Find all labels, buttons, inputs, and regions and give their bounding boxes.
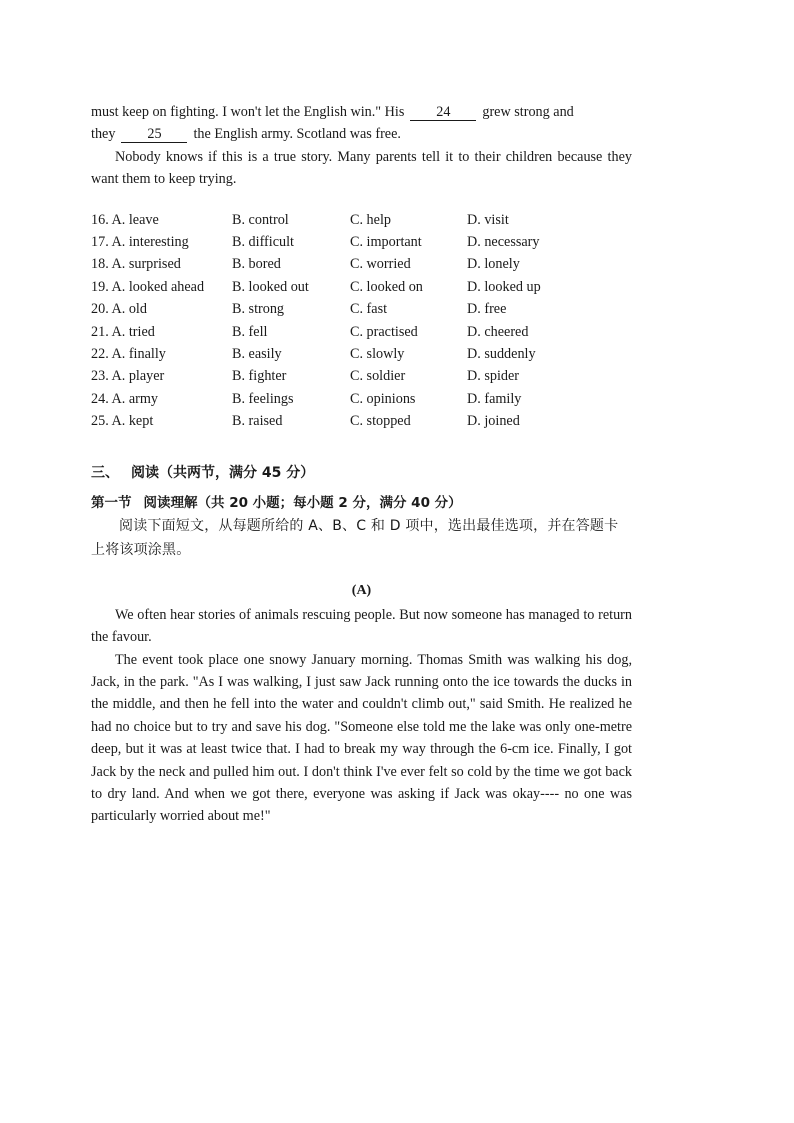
option-d: D. family: [467, 390, 522, 407]
section-heading: [91, 462, 632, 484]
option-d: D. necessary: [467, 234, 540, 251]
option-d: D. lonely: [467, 256, 520, 273]
instruction-text: 阅读下面短文，从每题所给的 A、B、C 和 D 项中，选出最佳选项，并在答题卡上将该项涂黑。: [91, 517, 619, 558]
option-a: 21. A. tried: [91, 323, 155, 340]
section-title: 阅读（共两节，满分 45 分）: [131, 464, 315, 481]
cloze-text: grew strong and: [482, 104, 574, 120]
cloze-text: they: [91, 126, 116, 143]
option-b: B. control: [232, 211, 289, 228]
passage-paragraph: We often hear stories of animals rescuing people. But now someone has managed to return the favour.: [91, 606, 632, 646]
option-c: C. stopped: [350, 413, 411, 430]
option-row: [91, 209, 632, 231]
option-row: [91, 298, 632, 320]
option-c: C. opinions: [350, 390, 416, 407]
option-row: [91, 231, 632, 253]
option-d: D. free: [467, 301, 507, 318]
option-row: [91, 321, 632, 343]
option-c: C. important: [350, 234, 422, 251]
subsection-heading: [91, 492, 632, 514]
option-a: 20. A. old: [91, 301, 147, 318]
cloze-line-2: [91, 123, 632, 145]
option-a: 24. A. army: [91, 390, 158, 407]
option-row: [91, 343, 632, 365]
blank-25: 25: [121, 126, 187, 143]
option-d: D. spider: [467, 368, 520, 385]
option-b: B. feelings: [232, 390, 294, 407]
passage-paragraph: The event took place one snowy January morning. Thomas Smith was walking his dog, Jack, in the park. "As I was walking, I just saw Jack running onto the ice towards the ducks in the middle, and then he fell into the water and couldn't climb out," said Smith. He realized he had no choice but to try and save his dog. "Someone else told me the lake was only one-metre deep, but it was at least twice that. I had to break my way through the 6-cm ice. Finally, I got Jack by the neck and pulled him out. I don't think I've ever felt so cold by the time we got back to dry land. And when we got there, everyone was asking if Jack was okay---- no one was particularly worried about me!": [91, 651, 632, 825]
option-a: 16. A. leave: [91, 211, 159, 228]
option-b: B. easily: [232, 346, 282, 363]
option-b: B. looked out: [232, 278, 309, 295]
option-a: 18. A. surprised: [91, 256, 181, 273]
option-c: C. practised: [350, 323, 418, 340]
option-c: C. soldier: [350, 368, 406, 385]
option-c: C. looked on: [350, 278, 423, 295]
option-a: 22. A. finally: [91, 346, 166, 363]
option-c: C. help: [350, 211, 391, 228]
option-c: C. slowly: [350, 346, 405, 363]
option-b: B. fighter: [232, 368, 287, 385]
option-row: [91, 388, 632, 410]
option-b: B. raised: [232, 413, 283, 430]
option-row: [91, 253, 632, 275]
option-d: D. suddenly: [467, 346, 536, 363]
subsection-lead: 第一节: [91, 494, 132, 511]
options-list: [91, 209, 632, 433]
option-a: 23. A. player: [91, 368, 165, 385]
option-row: [91, 276, 632, 298]
section-number: 三、: [91, 464, 119, 481]
subsection-title: 阅读理解（共 20 小题；每小题 2 分，满分 40 分）: [143, 494, 462, 511]
cloze-paragraph-2: Nobody knows if this is a true story. Many parents tell it to their children because they want them to keep trying.: [91, 148, 632, 188]
option-a: 25. A. kept: [91, 413, 154, 430]
passage-a: [91, 604, 632, 828]
option-d: D. visit: [467, 211, 509, 228]
cloze-line-1: [91, 101, 632, 123]
cloze-text: must keep on fighting. I won't let the English win." His: [91, 104, 405, 120]
option-b: B. difficult: [232, 234, 295, 251]
option-d: D. joined: [467, 413, 520, 430]
option-c: C. fast: [350, 301, 388, 318]
passage-label: (A): [351, 582, 372, 598]
option-c: C. worried: [350, 256, 411, 273]
option-d: D. looked up: [467, 278, 541, 295]
option-b: B. strong: [232, 301, 285, 318]
option-a: 19. A. looked ahead: [91, 278, 205, 295]
option-b: B. fell: [232, 323, 268, 340]
option-row: [91, 365, 632, 387]
option-row: [91, 410, 632, 432]
option-b: B. bored: [232, 256, 281, 273]
option-d: D. cheered: [467, 323, 529, 340]
option-a: 17. A. interesting: [91, 234, 189, 251]
cloze-text: the English army. Scotland was free.: [193, 126, 401, 143]
blank-24: 24: [410, 104, 476, 121]
page-content: [91, 101, 632, 828]
